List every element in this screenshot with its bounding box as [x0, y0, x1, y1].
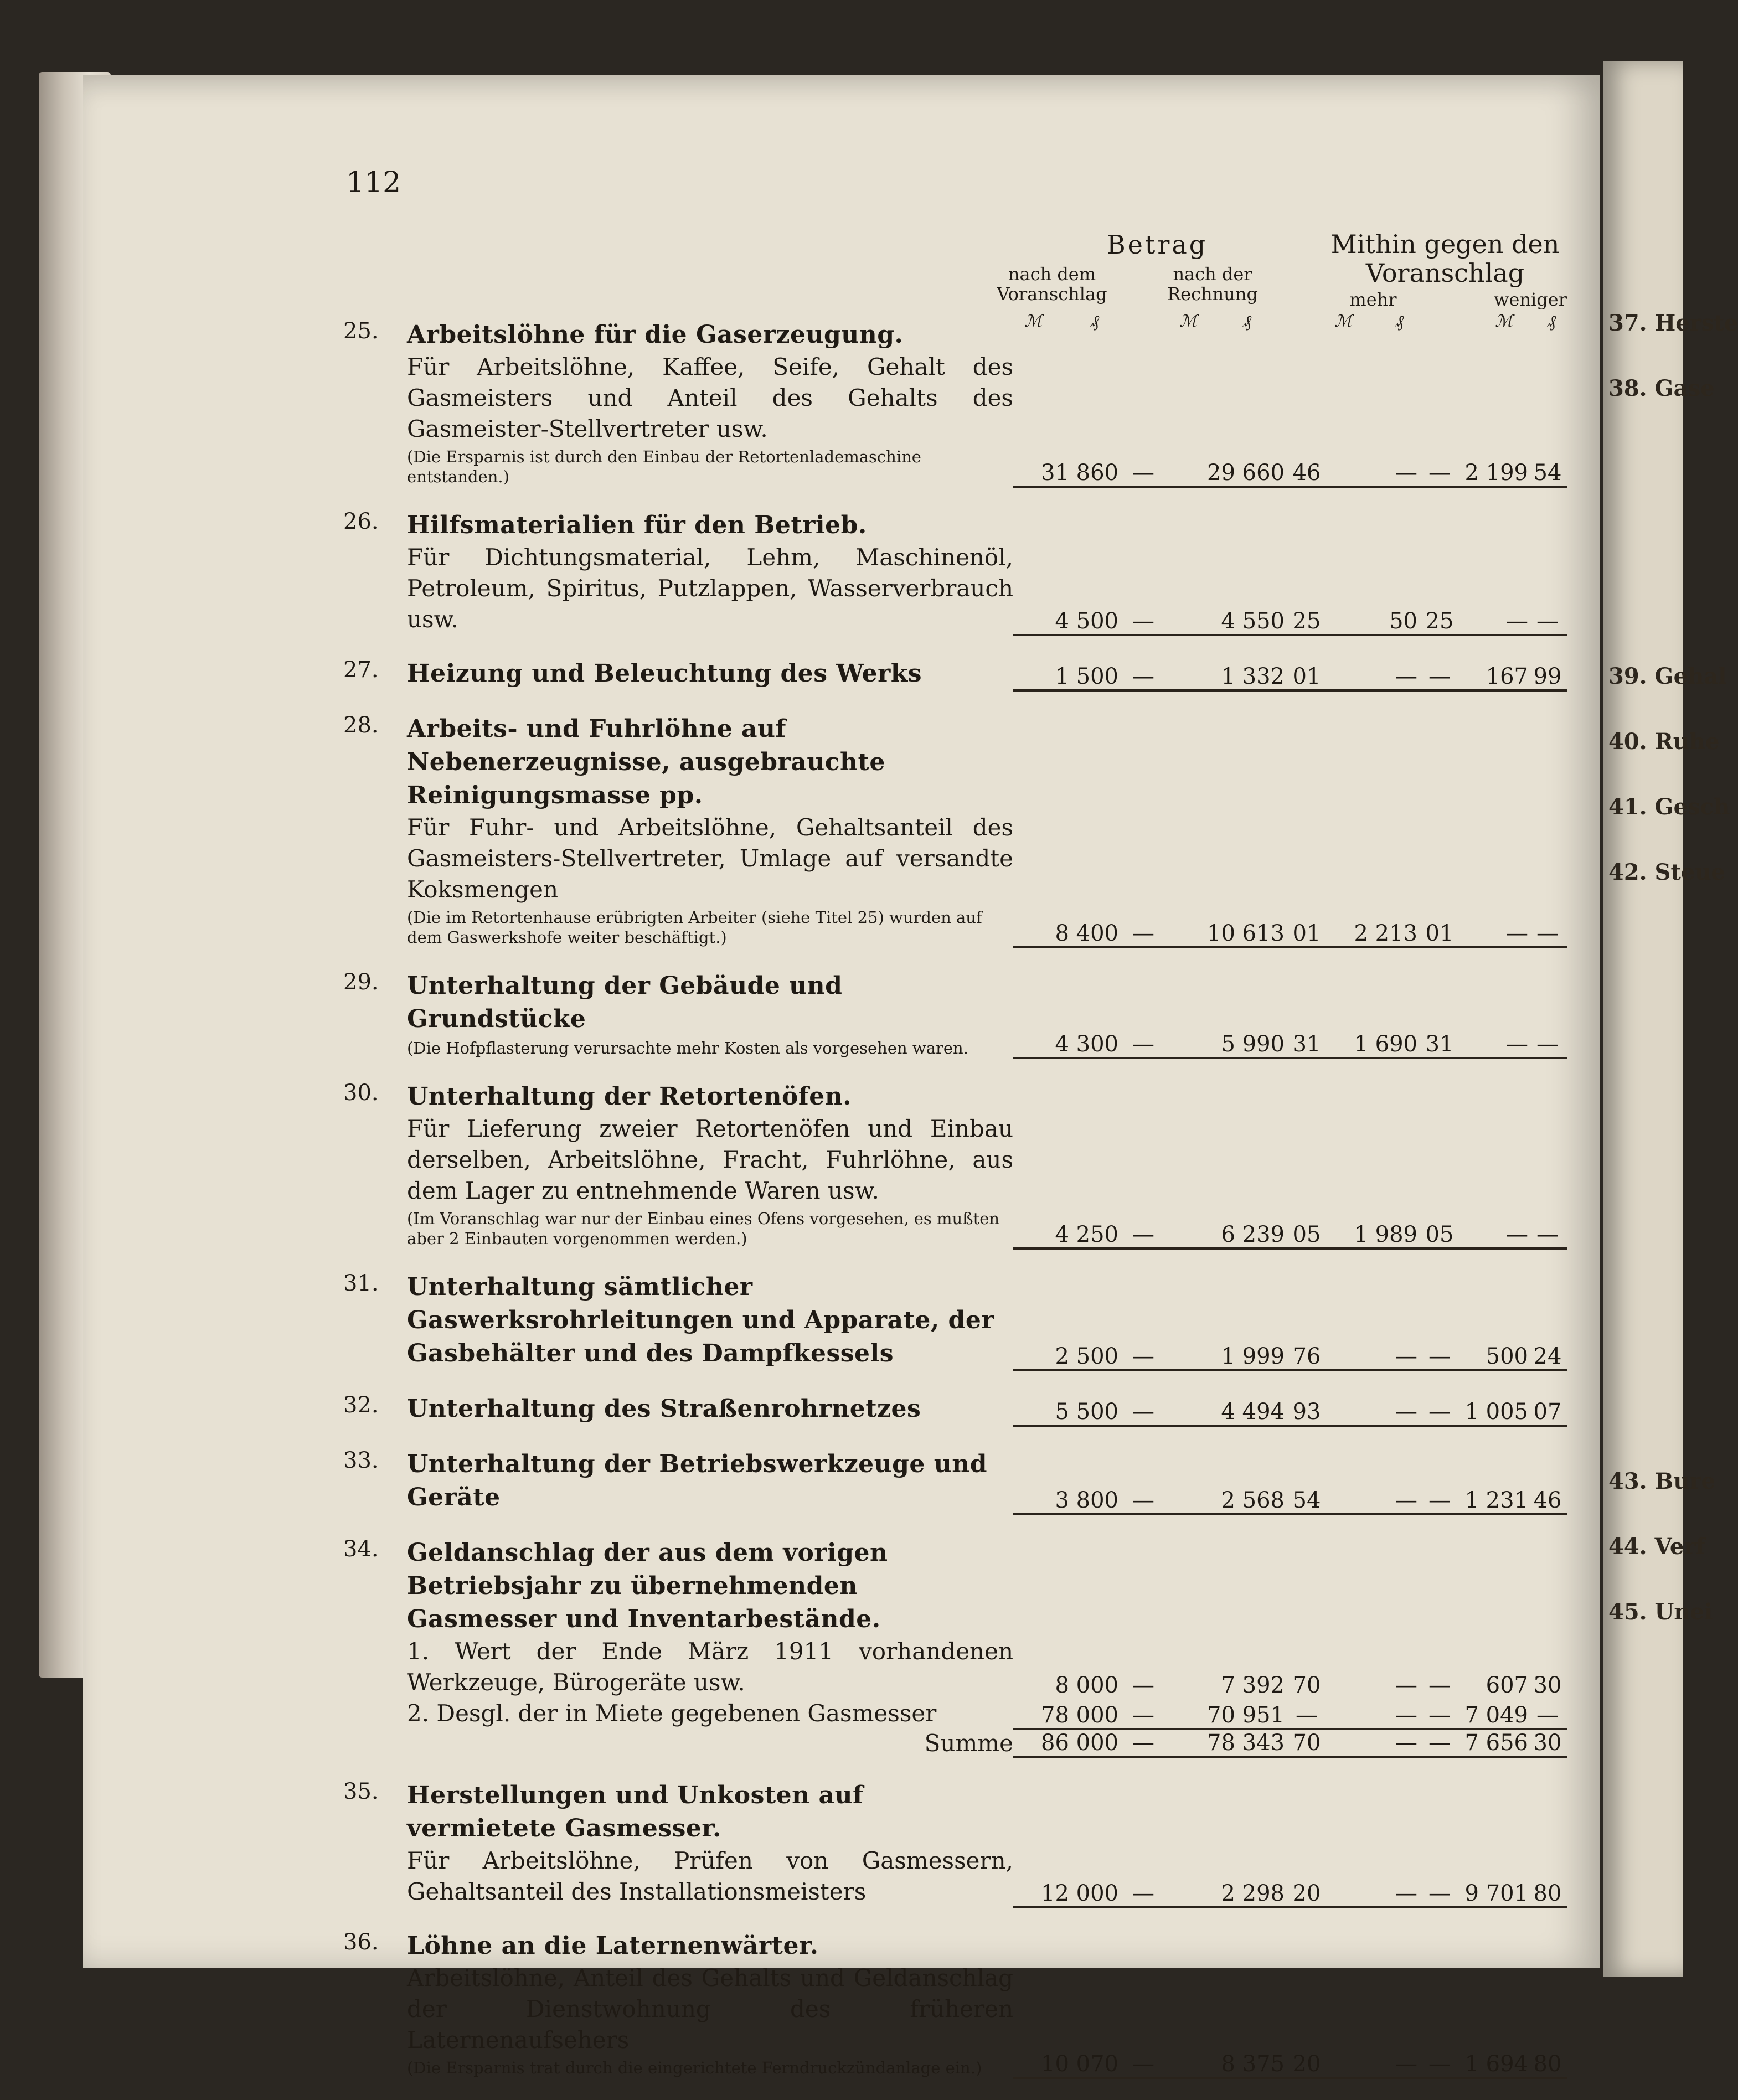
amount-cell: 20: [1285, 1779, 1329, 1907]
item-description: [407, 1698, 1013, 1729]
amount-cell: 4 494: [1168, 1392, 1285, 1426]
amount-cell: 5 990: [1168, 969, 1285, 1058]
amount-cell: —: [1329, 1448, 1417, 1514]
amount-cell: —: [1118, 1080, 1168, 1248]
amount-cell: 7 049: [1462, 1698, 1528, 1729]
spacer: [343, 635, 1567, 657]
amount-cell: —: [1417, 318, 1462, 487]
item-title: Heizung und Beleuchtung des Werks: [407, 659, 922, 688]
amount-cell: 46: [1285, 318, 1329, 487]
amount-cell: 76: [1285, 1271, 1329, 1370]
fragment: 40. Ruhe: [1608, 729, 1720, 755]
item-title: Geldanschlag der aus dem vorigen Betriebsjahr zu übernehmenden Gasmesser und Inventarbestände.: [407, 1539, 888, 1633]
item-description: [407, 1448, 1013, 1514]
amount-cell: —: [1417, 1779, 1462, 1907]
item-title: Unterhaltung der Gebäude und Grundstücke: [407, 972, 843, 1033]
amount-cell: 500: [1462, 1271, 1528, 1370]
fragment: 42. Steue: [1608, 859, 1725, 885]
amount-cell: 93: [1285, 1392, 1329, 1426]
amount-cell: —: [1528, 1698, 1567, 1729]
item-text: Für Dichtungsmaterial, Lehm, Maschinenöl, Petroleum, Spiritus, Putzlappen, Wasserverbrauch usw.: [407, 544, 1013, 633]
item-description: [407, 1929, 1013, 2078]
amount-cell: 01: [1417, 713, 1462, 947]
item-note: (Die im Retortenhause erübrigten Arbeiter (siehe Titel 25) wurden auf dem Gaswerkshofe weiter beschäftigt.): [407, 908, 982, 947]
amount-cell: 50: [1329, 509, 1417, 635]
amount-cell: 6 239: [1168, 1080, 1285, 1248]
amount-cell: 5 500: [1013, 1392, 1118, 1426]
spacer-cell: [343, 1757, 1567, 1779]
item-text: Für Lieferung zweier Retortenöfen und Einbau derselben, Arbeitslöhne, Fracht, Fuhrlöhne, aus dem Lager zu entnehmende Waren usw.: [407, 1115, 1013, 1204]
amount-cell: 1 694: [1462, 1929, 1528, 2078]
amount-cell: 4 300: [1013, 969, 1118, 1058]
amount-cell: 24: [1528, 1271, 1567, 1370]
spacer-cell: [343, 947, 1567, 969]
amount-cell: 80: [1528, 1779, 1567, 1907]
item-number: 28.: [343, 713, 379, 738]
amount-cell: —: [1528, 713, 1567, 947]
amount-cell: —: [1329, 1698, 1417, 1729]
table-row: [343, 1080, 1567, 1248]
item-title: Löhne an die Laternenwärter.: [407, 1932, 819, 1960]
amount-cell: —: [1329, 1929, 1417, 2078]
amount-cell: —: [1417, 1448, 1462, 1514]
adjacent-page-fragments: [1608, 310, 1738, 1664]
item-title: Hilfsmaterialien für den Betrieb.: [407, 511, 867, 539]
spacer-cell: [343, 635, 1567, 657]
amount-cell: 54: [1528, 318, 1567, 487]
amount-cell: —: [1118, 318, 1168, 487]
spacer-cell: [343, 1248, 1567, 1271]
amount-cell: 01: [1285, 657, 1329, 690]
item-title: Unterhaltung des Straßenrohrnetzes: [407, 1395, 921, 1423]
spacer: [343, 1370, 1567, 1392]
item-description: [407, 318, 1013, 487]
amount-cell: 4 250: [1013, 1080, 1118, 1248]
fragment: 44. Verf: [1608, 1534, 1705, 1560]
item-number: 35.: [343, 1779, 379, 1804]
table-row: [343, 1729, 1567, 1757]
item-number: 26.: [343, 509, 379, 534]
amount-cell: 1 989: [1329, 1080, 1417, 1248]
item-description: [407, 509, 1013, 635]
amount-cell: —: [1528, 969, 1567, 1058]
amount-cell: 05: [1417, 1080, 1462, 1248]
amount-cell: —: [1417, 1729, 1462, 1757]
fragment: 43. Bure: [1608, 1468, 1715, 1494]
amount-cell: —: [1132, 1673, 1154, 1698]
amount-cell: —: [1417, 1271, 1462, 1370]
table-row: [343, 969, 1567, 1058]
pf-symbol: ₰: [1091, 312, 1099, 331]
amount-cell: 31: [1417, 969, 1462, 1058]
amount-cell: —: [1528, 1080, 1567, 1248]
spacer: [343, 690, 1567, 713]
amount-cell: —: [1118, 509, 1168, 635]
amount-cell: 99: [1528, 657, 1567, 690]
amount-cell: 2 500: [1013, 1271, 1118, 1370]
amount-cell: 3 800: [1013, 1448, 1118, 1514]
amount-cell: 54: [1285, 1448, 1329, 1514]
item-text: Arbeitslöhne, Anteil des Gehalts und Geldanschlag der Dienstwohnung des früheren Laternenaufsehers: [407, 1964, 1013, 2053]
spacer-cell: [343, 1058, 1567, 1080]
item-note: (Die Ersparnis ist durch den Einbau der Retortenlademaschine entstanden.): [407, 447, 921, 486]
amount-cell: 10 613: [1168, 713, 1285, 947]
spacer-cell: [343, 1370, 1567, 1392]
pf-symbol: ₰: [1395, 312, 1404, 331]
amount-cell: 1 332: [1168, 657, 1285, 690]
table-row: [343, 1271, 1567, 1370]
amount-cell: 25: [1285, 509, 1329, 635]
amount-cell: 10 070: [1013, 1929, 1118, 2078]
amount-cell: —: [1417, 1929, 1462, 2078]
item-title: Unterhaltung sämtlicher Gaswerksrohrleitungen und Apparate, der Gasbehälter und des Dampfkessels: [407, 1273, 994, 1368]
table-row: [343, 509, 1567, 635]
item-description: [407, 1779, 1013, 1907]
item-title: Arbeitslöhne für die Gaserzeugung.: [407, 321, 904, 349]
amount-cell: —: [1329, 1779, 1417, 1907]
item-text: Für Arbeitslöhne, Prüfen von Gasmessern, Gehaltsanteil des Installationsmeisters: [407, 1847, 1013, 1905]
mark-symbol: ℳ: [1179, 312, 1198, 331]
amount-cell: 1 690: [1329, 969, 1417, 1058]
amount-cell: 30: [1528, 1729, 1567, 1757]
header-mithin: Mithin gegen den Voranschlag: [1330, 229, 1560, 288]
amount-cell: —: [1118, 1779, 1168, 1907]
spacer: [343, 1058, 1567, 1080]
amount-cell: 20: [1285, 1929, 1329, 2078]
item-number: 33.: [343, 1448, 379, 1473]
fragment: 37. Herste: [1608, 310, 1738, 336]
amount-cell: 2 298: [1168, 1779, 1285, 1907]
page-number: 112: [346, 166, 401, 199]
amount-cell: 4 500: [1013, 509, 1118, 635]
item-description: [407, 969, 1013, 1058]
table-row: [343, 657, 1567, 690]
item-description: [407, 657, 1013, 690]
spacer-cell: [343, 1514, 1567, 1536]
amount-cell: 70: [1285, 1729, 1329, 1757]
amount-cell: 07: [1528, 1392, 1567, 1426]
amount-cell: 7 392: [1221, 1673, 1285, 1698]
item-number: 27.: [343, 657, 379, 683]
header-voranschlag: nach dem Voranschlag: [997, 264, 1107, 305]
amount-cell: 2 568: [1168, 1448, 1285, 1514]
amount-cell: 78 000: [1013, 1698, 1118, 1729]
fragment: 41. Gesch: [1608, 794, 1730, 820]
amount-cell: —: [1118, 1698, 1168, 1729]
amount-cell: —: [1285, 1698, 1329, 1729]
amount-cell: 1 005: [1462, 1392, 1528, 1426]
amount-cell: 8 375: [1168, 1929, 1285, 2078]
amount-cell: 78 343: [1168, 1729, 1285, 1757]
table-row: [343, 1929, 1567, 2078]
amount-cell: 80: [1528, 1929, 1567, 2078]
spacer: [343, 2078, 1567, 2100]
amount-cell: —: [1417, 657, 1462, 690]
item-number: 31.: [343, 1271, 379, 1296]
item-number: 25.: [343, 318, 379, 344]
item-text: 2. Desgl. der in Miete gegebenen Gasmesser: [407, 1700, 937, 1727]
spacer: [343, 947, 1567, 969]
amount-cell: —: [1462, 509, 1528, 635]
spacer-cell: [343, 1426, 1567, 1448]
item-description: [407, 1392, 1013, 1426]
item-number: [343, 1729, 407, 1757]
item-text: Für Arbeitslöhne, Kaffee, Seife, Gehalt des Gasmeisters und Anteil des Gehalts des Gasmeister-Stellvertreter usw.: [407, 353, 1013, 442]
amount-cell: 70 951: [1168, 1698, 1285, 1729]
header-rechnung: nach der Rechnung: [1167, 264, 1258, 305]
amount-cell: 25: [1417, 509, 1462, 635]
amount-cell: —: [1428, 1673, 1451, 1698]
item-title: Unterhaltung der Betriebswerkzeuge und Geräte: [407, 1450, 987, 1511]
amount-cell: —: [1329, 1271, 1417, 1370]
amount-cell: 1 500: [1013, 657, 1118, 690]
amount-cell: 86 000: [1013, 1729, 1118, 1757]
spacer: [343, 1907, 1567, 1929]
table-row: [343, 1536, 1567, 1698]
amount-cell: 2 213: [1329, 713, 1417, 947]
spacer-cell: [343, 1907, 1567, 1929]
table-row: [343, 1392, 1567, 1426]
item-description: [407, 1080, 1013, 1248]
table-row: [343, 1698, 1567, 1729]
amount-cell: —: [1118, 1448, 1168, 1514]
item-text: Für Fuhr- und Arbeitslöhne, Gehaltsanteil des Gasmeisters-Stellvertreter, Umlage auf versandte Koksmengen: [407, 814, 1013, 903]
amount-cell: 01: [1285, 713, 1329, 947]
item-text: 1. Wert der Ende März 1911 vorhandenen Werkzeuge, Bürogeräte usw.: [407, 1638, 1013, 1696]
amount-cell: —: [1395, 1673, 1417, 1698]
pf-symbol: ₰: [1243, 312, 1251, 331]
amount-cell: —: [1118, 1729, 1168, 1757]
header-weniger: weniger: [1494, 289, 1567, 310]
summe-label: Summe: [924, 1730, 1013, 1757]
header-betrag: Betrag: [1106, 230, 1208, 260]
mark-symbol: ℳ: [1024, 312, 1043, 331]
amount-cell: 29 660: [1168, 318, 1285, 487]
amount-cell: —: [1528, 509, 1567, 635]
amount-cell: —: [1329, 657, 1417, 690]
spacer: [343, 1514, 1567, 1536]
amount-cell: —: [1462, 969, 1528, 1058]
item-number: 29.: [343, 969, 379, 995]
item-note: (Die Hofpflasterung verursachte mehr Kosten als vorgesehen waren.: [407, 1039, 968, 1057]
pf-symbol: ₰: [1548, 312, 1556, 331]
amount-cell: 7 656: [1462, 1729, 1528, 1757]
mark-symbol: ℳ: [1334, 312, 1353, 331]
mark-symbol: ℳ: [1495, 312, 1513, 331]
item-number: 34.: [343, 1536, 379, 1562]
item-number: [343, 1698, 407, 1729]
item-number: 32.: [343, 1392, 379, 1418]
amount-cell: 4 550: [1168, 509, 1285, 635]
amount-cell: 8 400: [1013, 713, 1118, 947]
fragment: 38. Gase: [1608, 375, 1715, 401]
spacer-cell: [343, 2078, 1567, 2100]
amount-cell: 30: [1533, 1673, 1562, 1698]
amount-cell: 1 231: [1462, 1448, 1528, 1514]
amount-cell: —: [1118, 713, 1168, 947]
amount-cell: 8 000: [1055, 1673, 1118, 1698]
item-number: 30.: [343, 1080, 379, 1106]
amount-cell: 9 701: [1462, 1779, 1528, 1907]
amount-cell: —: [1417, 1698, 1462, 1729]
amount-cell: —: [1329, 1392, 1417, 1426]
spacer: [343, 487, 1567, 509]
item-note: (Die Ersparnis trat durch die eingerichtete Ferndruckzündanlage ein.): [407, 2058, 982, 2077]
amount-cell: —: [1118, 1271, 1168, 1370]
budget-table: [343, 318, 1567, 2100]
amount-cell: 31: [1285, 969, 1329, 1058]
item-note: (Im Voranschlag war nur der Einbau eines Ofens vorgesehen, es mußten aber 2 Einbauten vorgenommen werden.): [407, 1209, 1000, 1248]
header-mehr: mehr: [1349, 289, 1397, 310]
amount-cell: 46: [1528, 1448, 1567, 1514]
amount-cell: 12 000: [1013, 1779, 1118, 1907]
amount-cell: 1 999: [1168, 1271, 1285, 1370]
spacer: [343, 1757, 1567, 1779]
table-row: [343, 713, 1567, 947]
amount-cell: 05: [1285, 1080, 1329, 1248]
amount-cell: —: [1329, 318, 1417, 487]
amount-cell: 31 860: [1013, 318, 1118, 487]
item-title: Unterhaltung der Retortenöfen.: [407, 1082, 852, 1111]
item-number: 36.: [343, 1929, 379, 1955]
amount-cell: 2 199: [1462, 318, 1528, 487]
amount-cell: —: [1417, 1392, 1462, 1426]
spacer: [343, 1248, 1567, 1271]
spacer: [343, 1426, 1567, 1448]
table-row: [343, 1448, 1567, 1514]
amount-cell: —: [1118, 657, 1168, 690]
item-description: [407, 713, 1013, 947]
amount-cell: —: [1462, 713, 1528, 947]
amount-cell: 167: [1462, 657, 1528, 690]
item-title: Herstellungen und Unkosten auf vermietete Gasmesser.: [407, 1781, 864, 1843]
spacer-cell: [343, 690, 1567, 713]
spacer-cell: [343, 487, 1567, 509]
amount-cell: 607: [1486, 1673, 1528, 1698]
item-title: Arbeits- und Fuhrlöhne auf Nebenerzeugnisse, ausgebrauchte Reinigungsmasse pp.: [407, 715, 885, 809]
amount-cell: —: [1118, 1929, 1168, 2078]
fragment: 39. Gehal: [1608, 663, 1727, 689]
amount-cell: 70: [1292, 1673, 1321, 1698]
amount-cell: —: [1118, 969, 1168, 1058]
table-row: [343, 318, 1567, 487]
amount-cell: —: [1462, 1080, 1528, 1248]
table-row: [343, 1779, 1567, 1907]
amount-cell: —: [1118, 1392, 1168, 1426]
item-description: [407, 1271, 1013, 1370]
fragment: 45. Unei: [1608, 1599, 1713, 1625]
amount-cell: —: [1329, 1729, 1417, 1757]
item-description: [407, 1536, 1013, 1698]
